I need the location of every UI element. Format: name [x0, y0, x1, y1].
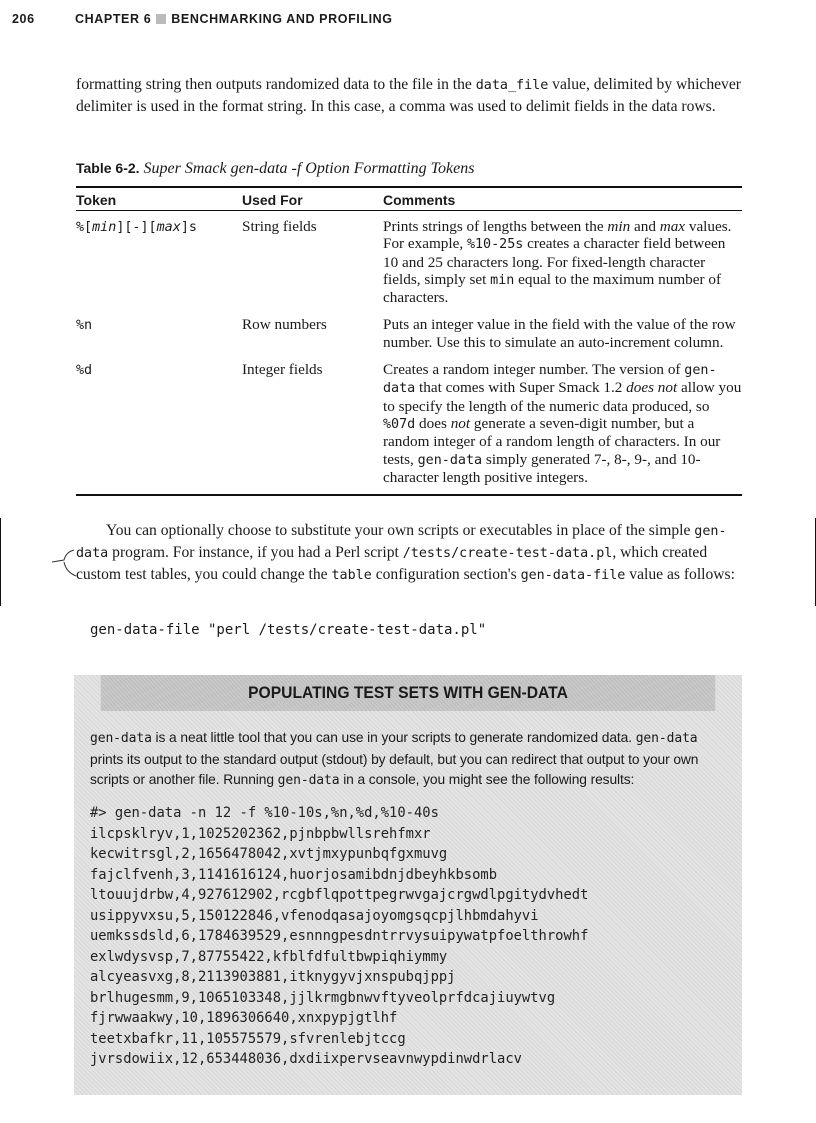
paragraph-text: value as follows:: [625, 566, 735, 583]
comment-text: and: [630, 218, 660, 235]
table-caption-title: Super Smack gen-data -f Option Formatting Tokens: [143, 160, 475, 177]
code-line: ilcpsklryv,1,1025202362,pjnbpbwllsrehfmxr: [90, 825, 431, 842]
chapter-label: CHAPTER 6: [75, 12, 152, 26]
code-line: fajclfvenh,3,1141616124,huorjosamibdnjdbeyhkbsomb: [90, 866, 498, 883]
comment-emphasis: not: [450, 414, 471, 432]
table-caption: [76, 160, 474, 178]
chapter-heading: [75, 12, 393, 26]
inline-code: gen-data: [277, 773, 340, 788]
comment-cell: [383, 355, 742, 495]
column-header-used-for: Used For: [242, 187, 383, 211]
table-row: [76, 310, 742, 355]
code-line: kecwitrsgl,2,1656478042,xvtjmxypunbqfgxmuvg: [90, 846, 448, 862]
column-header-token: Token: [76, 187, 242, 211]
comment-text: generate a seven-digit number, but a random integer of a random length of characters. In our tests,: [383, 414, 721, 468]
inline-code: gen-data: [635, 731, 698, 746]
margin-bracket-icon: [48, 548, 78, 578]
chapter-separator-icon: [156, 14, 166, 24]
used-for-cell: Integer fields: [242, 355, 383, 495]
code-line: usippyvxsu,5,150122846,vfenodqasajoyomgsqcpjlhbmdahyvi: [90, 907, 539, 924]
comment-code: %10-25s: [466, 237, 524, 253]
code-line: ltouujdrbw,4,927612902,rcgbflqpottpegrwvgajcrgwdlpgitydvhedt: [90, 887, 589, 903]
config-code-line: gen-data-file "perl /tests/create-test-data.pl": [90, 622, 487, 638]
inline-code: gen-data: [76, 524, 727, 561]
code-line: teetxbafkr,11,105575579,sfvrenlebjtccg: [90, 1030, 406, 1047]
token-code: %d: [76, 363, 93, 379]
sidebar-code-block: [90, 803, 588, 1070]
inline-code: /tests/create-test-data.pl: [402, 546, 613, 561]
table-row: [76, 211, 742, 311]
comment-code: %07d: [383, 416, 416, 432]
inline-code: table: [331, 568, 372, 583]
comment-text: allow you to specify the length of the numeric data produced, so: [383, 379, 742, 415]
comment-text: does: [415, 414, 451, 432]
comment-text: simply generated 7-, 8-, 9-, and 10-character length positive integers.: [383, 450, 701, 486]
token-part: %[: [76, 220, 93, 235]
code-line: #> gen-data -n 12 -f %10-10s,%n,%d,%10-40s: [90, 805, 439, 821]
inline-code: gen-data: [90, 731, 152, 746]
token-cell: [76, 310, 242, 355]
code-line: fjrwwaakwy,10,1896306640,xnxpypjgtlhf: [90, 1010, 398, 1026]
comment-code: min: [490, 272, 515, 288]
substitute-scripts-paragraph: [76, 520, 742, 586]
code-line: jvrsdowiix,12,653448036,dxdiixpervseavnwypdinwdrlacv: [90, 1051, 522, 1067]
code-line: alcyeasvxg,8,2113903881,itknygyvjxnspubqjppj: [90, 969, 456, 985]
token-code: %n: [76, 318, 93, 334]
comment-text: that comes with Super Smack 1.2: [415, 379, 627, 397]
paragraph-text: , which created custom test tables, you could change the: [76, 544, 708, 583]
intro-text-1: formatting string then outputs randomized data to the file in the: [76, 76, 476, 93]
column-header-comments: Comments: [383, 187, 742, 211]
comment-text: Prints strings of lengths between the: [383, 218, 608, 235]
used-for-cell: String fields: [242, 218, 317, 235]
used-for-cell: Row numbers: [242, 316, 327, 334]
left-edge-mark: [0, 518, 1, 606]
paragraph-text: program. For instance, if you had a Perl script: [108, 544, 403, 561]
formatting-tokens-table: [76, 186, 742, 496]
sidebar-paragraph: [90, 728, 730, 792]
comment-emphasis: min: [607, 218, 631, 235]
table-caption-label: Table 6-2.: [76, 160, 140, 176]
token-part: ]s: [180, 220, 197, 235]
comment-emphasis: max: [659, 218, 686, 235]
comment-code: gen-data: [383, 363, 717, 397]
table-row: [76, 355, 742, 495]
token-part: ][-][: [116, 220, 157, 235]
sidebar-title: POPULATING TEST SETS WITH GEN-DATA: [101, 675, 716, 711]
intro-paragraph: [76, 74, 742, 117]
sidebar-text: prints its output to the standard output (stdout) by default, but you can redirect that output to your own scripts or another file. Running: [90, 751, 699, 787]
paragraph-text: You can optionally choose to substitute your own scripts or executables in place of the simple: [106, 522, 695, 539]
token-cell: [76, 355, 242, 495]
comment-code: gen-data: [417, 452, 483, 468]
paragraph-text: configuration section's: [371, 566, 521, 583]
sidebar-text: in a console, you might see the following results:: [339, 772, 635, 787]
sidebar-text: is a neat little tool that you can use in your scripts to generate randomized data.: [151, 730, 636, 745]
comment-text: values. For example,: [383, 218, 732, 253]
chapter-title: BENCHMARKING AND PROFILING: [171, 12, 393, 26]
token-cell: [76, 211, 242, 311]
comment-text: Creates a random integer number. The version of: [383, 361, 685, 379]
intro-code-data-file: data_file: [475, 78, 549, 93]
comment-text: creates a character field between 10 and 25 characters long. For fixed-length character fields, simply set: [383, 235, 726, 288]
comment-cell: Puts an integer value in the field with the value of the row number. Use this to simulate an auto-increment column.: [383, 316, 736, 351]
inline-code: gen-data-file: [520, 568, 626, 583]
token-part-max: max: [156, 220, 181, 235]
comment-emphasis: does not: [626, 379, 678, 397]
comment-text: equal to the maximum number of characters.: [383, 270, 722, 307]
table-header-row: [76, 187, 742, 211]
sidebar-box: [74, 675, 742, 1095]
page-number: 206: [12, 12, 35, 26]
code-line: exlwdysvsp,7,87755422,kfblfdfultbwpiqhiymmy: [90, 948, 448, 965]
intro-text-2: value, delimited by whichever delimiter is used in the format string. In this case, a comma was used to delimit fields in the data rows.: [76, 76, 741, 115]
token-part-min: min: [92, 220, 117, 235]
code-line: uemkssdsld,6,1784639529,esnnngpesdntrrvysuipywatpfoelthrowhf: [90, 928, 589, 944]
comment-cell: [383, 211, 742, 311]
code-line: brlhugesmm,9,1065103348,jjlkrmgbnwvftyveolprfdcajiuywtvg: [90, 989, 556, 1006]
